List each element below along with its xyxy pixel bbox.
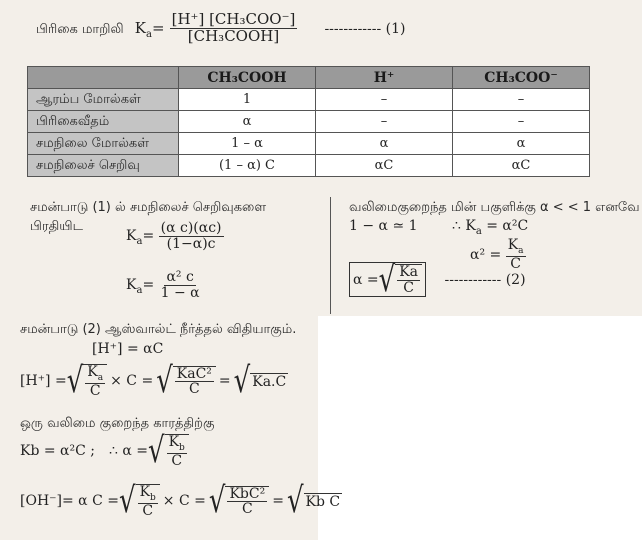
- table-cell: –: [453, 89, 590, 111]
- substitution-line2: பிரதியிட: [30, 219, 83, 234]
- weak-electrolyte-line: வலிமைகுறைந்த மின் பகுளிக்கு α < < 1 எனவே: [349, 200, 640, 215]
- table-cell: αC: [453, 155, 590, 177]
- fraction-denominator: C: [89, 383, 101, 400]
- row-label: சமநிலை மோல்கள்: [28, 133, 179, 155]
- column-divider: [330, 197, 331, 314]
- table-cell: αC: [316, 155, 453, 177]
- fraction-denominator: C: [510, 256, 521, 273]
- ka-substituted: $K_a=$ $\frac{\text{(α c)(αc)}}{(1-\alpha)c}$: [126, 220, 222, 252]
- ka-fraction-1: [159, 221, 224, 251]
- weak-base-line: ஒரு வலிமை குறைந்த காரத்திற்கு: [20, 416, 215, 431]
- table-header-row: [28, 67, 590, 89]
- boxed-alpha-frame: α = √ $\frac{Ka}{C}$: [349, 262, 426, 297]
- table-row: [28, 89, 590, 111]
- ka-numerator: [H⁺] [CH₃COO⁻]: [171, 10, 296, 28]
- table-cell: 1 – α: [179, 133, 316, 155]
- fraction-denominator: C: [241, 501, 253, 518]
- table-cell: 1: [179, 89, 316, 111]
- sqrt-body: Ka.C: [252, 373, 287, 390]
- ka-denominator: [CH₃COOH]: [187, 26, 280, 45]
- table-header-ch3cooh: CH₃COOH: [179, 67, 316, 89]
- table-row: [28, 155, 590, 177]
- ka-fraction: [170, 12, 298, 45]
- fraction-numerator: KbC²: [229, 485, 266, 502]
- row-label: சமநிலைச் செறிவு: [28, 155, 179, 177]
- table-cell: –: [316, 111, 453, 133]
- table-row: [28, 133, 590, 155]
- boxed-alpha: [349, 259, 526, 300]
- fraction-numerator: Ka: [399, 264, 419, 280]
- fraction-denominator: 1 − α: [160, 284, 200, 301]
- kb-line: Kb = α²C ; ∴ α = √ $\frac{K_b}{C}$: [20, 434, 189, 469]
- row-label: பிரிகைவீதம்: [28, 111, 179, 133]
- table-header-empty: [28, 67, 179, 89]
- row-label: ஆரம்ப மோல்கள்: [28, 89, 179, 111]
- eq2-ref: ------------ (2): [444, 271, 526, 288]
- fraction-numerator: $K_a$: [87, 364, 104, 383]
- table-row: [28, 111, 590, 133]
- substitution-line1: சமன்பாடு (1) ல் சமநிலைச் செறிவுகளை: [30, 200, 267, 215]
- sqrt-body: Kb C: [305, 493, 341, 510]
- table-header-h: H⁺: [316, 67, 453, 89]
- ostwald-law-line: சமன்பாடு (2) ஆஸ்வால்ட் நீர்த்தல் விதியாகும்.: [20, 322, 297, 337]
- table-cell: –: [453, 111, 590, 133]
- ka-simplified: $K_a=$ $\frac{\text{α² c}}{1 - \alpha}$: [126, 269, 200, 301]
- fraction-denominator: C: [188, 381, 200, 398]
- alpha-squared-line: α² = $\frac{K_a}{C}$: [470, 237, 524, 273]
- fraction-denominator: (1−α)c: [166, 235, 216, 252]
- dissociation-label: பிரிகை மாறிலி: [36, 21, 124, 37]
- eq1-ref: ------------ (1): [324, 20, 406, 37]
- table-cell: α: [453, 133, 590, 155]
- oh-derivation: [OH⁻]= α C = √ $\frac{K_b}{C}$ × C = √ $\frac{\text{KbC²}}{C}$ = √ Kb C: [20, 481, 341, 522]
- table-cell: (1 – α) C: [179, 155, 316, 177]
- table-cell: α: [316, 133, 453, 155]
- ka-symbol: $K_a=$: [134, 18, 165, 40]
- ka-definition: [36, 12, 406, 45]
- fraction-numerator: α² c: [166, 269, 194, 285]
- fraction-numerator: (α c)(αc): [160, 220, 222, 236]
- table-header-ch3coo: CH₃COO⁻: [453, 67, 590, 89]
- table-cell: –: [316, 89, 453, 111]
- fraction-numerator: $K_b$: [168, 434, 185, 453]
- dissociation-table: [27, 66, 590, 177]
- fraction-denominator: C: [403, 279, 414, 296]
- fraction-denominator: C: [171, 453, 183, 470]
- fraction-denominator: C: [142, 503, 154, 520]
- sqrt-sign: √ $\frac{Ka}{C}$: [379, 264, 422, 295]
- table-cell: α: [179, 111, 316, 133]
- h-equals-alpha-c: [H⁺] = αC: [92, 341, 164, 357]
- fraction-numerator: $K_a$: [507, 237, 524, 256]
- ka-fraction-2: [159, 270, 202, 300]
- fraction-numerator: $K_b$: [139, 484, 156, 503]
- h-derivation: [H⁺] = √ $\frac{K_a}{C}$ × C = √ $\frac{\text{KaC²}}{C}$ = √ Ka.C: [20, 361, 287, 402]
- fraction-numerator: KaC²: [176, 365, 212, 382]
- approx-line: 1 − α ≃ 1 ∴ $K_a = \alpha^2C$: [349, 218, 529, 237]
